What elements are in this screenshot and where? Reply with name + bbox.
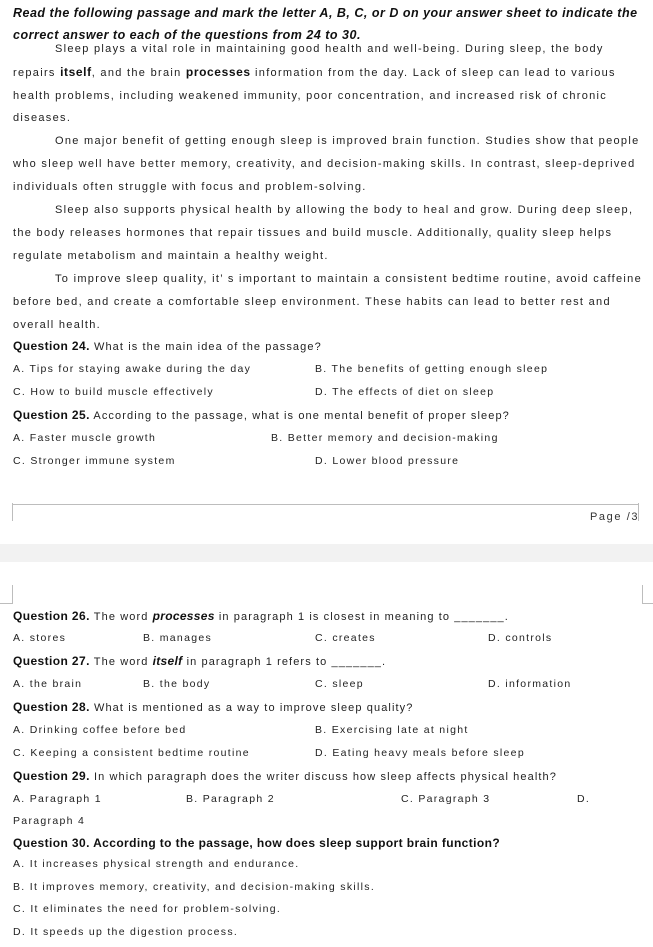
- q28-option-a[interactable]: A. Drinking coffee before bed: [13, 724, 187, 736]
- q29-option-d-letter[interactable]: D.: [577, 793, 591, 805]
- q29-option-b[interactable]: B. Paragraph 2: [186, 793, 275, 805]
- q30-option-c[interactable]: C. It eliminates the need for problem-solving.: [13, 903, 282, 915]
- passage-paragraph-2: One major benefit of getting enough sleep is improved brain function. Studies show that people who sleep well have better memory, creativity, and decision-making skills. In contrast, sleep-deprived individuals often struggle with focus and problem-solving.: [13, 135, 640, 193]
- passage-paragraph-3: Sleep also supports physical health by allowing the body to heal and grow. During deep sleep, the body releases hormones that repair tissues and build muscle. Additionally, quality sleep helps regulate metabolism and maintain a healthy weight.: [13, 204, 634, 262]
- page-corner-mark-left: [0, 503, 13, 521]
- q25-option-a[interactable]: A. Faster muscle growth: [13, 432, 157, 444]
- page-gap: [0, 544, 653, 562]
- q24-option-a[interactable]: A. Tips for staying awake during the day: [13, 363, 252, 375]
- q29-option-a[interactable]: A. Paragraph 1: [13, 793, 102, 805]
- page-corner-mark-top-right: [642, 585, 653, 604]
- q27-option-a[interactable]: A. the brain: [13, 678, 83, 690]
- question-26: Question 26. The word processes in paragraph 1 is closest in meaning to _______.: [13, 609, 509, 623]
- keyword-processes: processes: [185, 64, 251, 79]
- q25-option-c[interactable]: C. Stronger immune system: [13, 455, 176, 467]
- question-29: Question 29. In which paragraph does the writer discuss how sleep affects physical health?: [13, 769, 557, 783]
- question-27: Question 27. The word itself in paragraph 1 refers to _______.: [13, 654, 387, 668]
- q25-option-b[interactable]: B. Better memory and decision-making: [271, 432, 499, 444]
- q27-option-b[interactable]: B. the body: [143, 678, 211, 690]
- q26-option-a[interactable]: A. stores: [13, 632, 67, 644]
- footer-divider: [13, 504, 639, 505]
- q29-option-d-text[interactable]: Paragraph 4: [13, 815, 86, 827]
- page-corner-mark-right: [638, 503, 651, 521]
- q28-option-d[interactable]: D. Eating heavy meals before sleep: [315, 747, 525, 759]
- instruction: Read the following passage and mark the letter A, B, C, or D on your answer sheet to indicate the correct answer to each of the questions from 24 to 30.: [13, 6, 638, 42]
- q26-option-c[interactable]: C. creates: [315, 632, 376, 644]
- q30-option-b[interactable]: B. It improves memory, creativity, and decision-making skills.: [13, 881, 376, 893]
- q24-option-b[interactable]: B. The benefits of getting enough sleep: [315, 363, 549, 375]
- q24-option-d[interactable]: D. The effects of diet on sleep: [315, 386, 495, 398]
- q25-option-d[interactable]: D. Lower blood pressure: [315, 455, 460, 467]
- question-24: Question 24. What is the main idea of the passage?: [13, 339, 322, 353]
- q26-option-b[interactable]: B. manages: [143, 632, 213, 644]
- passage-paragraph-4: To improve sleep quality, it’ s important to maintain a consistent bedtime routine, avoid caffeine before bed, and create a comfortable sleep environment. These habits can lead to better rest and overall health.: [13, 273, 642, 331]
- question-25: Question 25. According to the passage, what is one mental benefit of proper sleep?: [13, 408, 510, 422]
- q26-option-d[interactable]: D. controls: [488, 632, 553, 644]
- page-number: Page /3: [590, 511, 640, 523]
- question-28: Question 28. What is mentioned as a way to improve sleep quality?: [13, 700, 414, 714]
- question-30: Question 30. According to the passage, how does sleep support brain function?: [13, 836, 501, 850]
- q28-option-c[interactable]: C. Keeping a consistent bedtime routine: [13, 747, 250, 759]
- q30-option-a[interactable]: A. It increases physical strength and endurance.: [13, 858, 300, 870]
- q28-option-b[interactable]: B. Exercising late at night: [315, 724, 469, 736]
- q29-option-c[interactable]: C. Paragraph 3: [401, 793, 491, 805]
- q30-option-d[interactable]: D. It speeds up the digestion process.: [13, 926, 239, 938]
- q27-option-c[interactable]: C. sleep: [315, 678, 364, 690]
- keyword-itself: itself: [60, 64, 92, 79]
- q27-option-d[interactable]: D. information: [488, 678, 572, 690]
- page-corner-mark-top-left: [0, 585, 13, 604]
- passage-paragraph-1: Sleep plays a vital role in maintaining good health and well-being. During sleep, the body repairs itself, and the brain processes information from the day. Lack of sleep can lead to various health problems, including weakened immunity, poor concentration, and increased risk of chronic diseases.: [13, 43, 616, 125]
- q24-option-c[interactable]: C. How to build muscle effectively: [13, 386, 214, 398]
